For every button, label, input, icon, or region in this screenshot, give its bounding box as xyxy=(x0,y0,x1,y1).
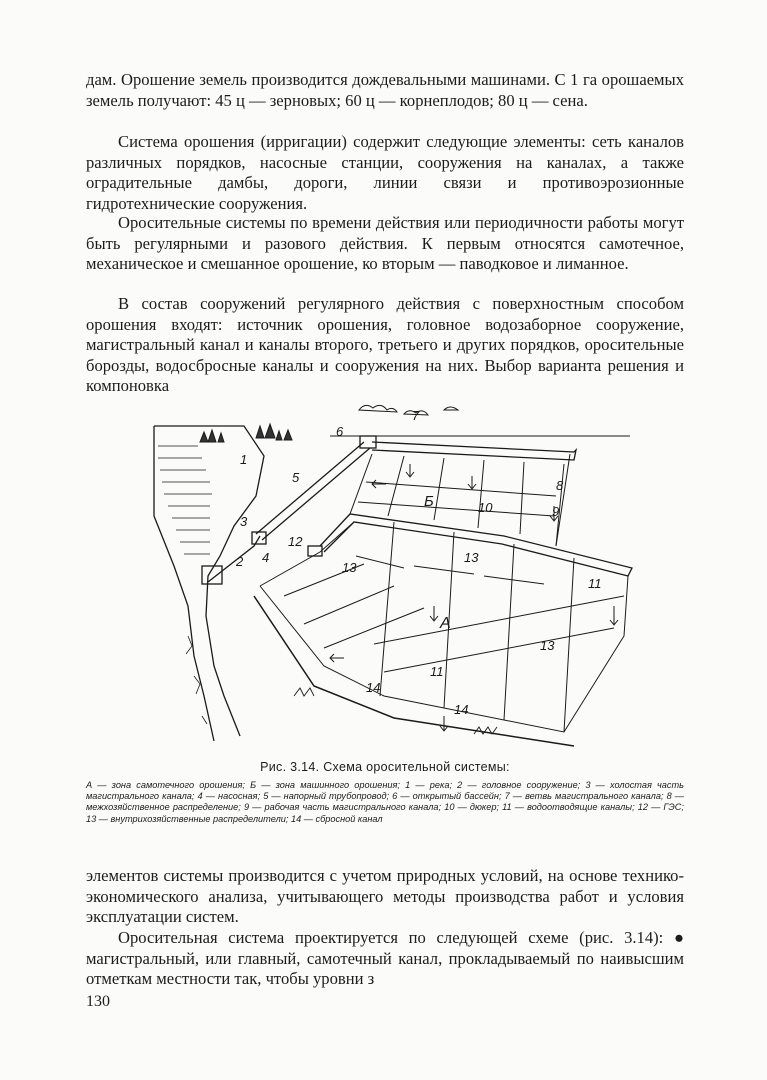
drain-canal xyxy=(254,596,574,746)
label-12: 12 xyxy=(288,534,303,549)
page-number: 130 xyxy=(86,993,110,1010)
zone-b-fields xyxy=(350,454,570,546)
paragraph-4: В состав сооружений регулярного действия с поверхностным способом орошения входят: источник орошения, головное водозаборное сооружение, магистральный канал и каналы второго, третьего и других порядков, оросительные борозды, водосбросные каналы и сооружения на них. Выбор варианта решения и компоновка xyxy=(86,294,684,396)
label-5: 5 xyxy=(292,470,300,485)
label-14b: 14 xyxy=(454,702,469,717)
label-14a: 14 xyxy=(366,680,381,695)
label-2: 2 xyxy=(236,554,244,569)
label-9: 9 xyxy=(552,504,560,519)
zone-b-label: Б xyxy=(424,493,434,510)
pressure-pipeline xyxy=(256,442,370,540)
label-13c: 13 xyxy=(540,638,555,653)
paragraph-5: элементов системы производится с учетом природных условий, на основе технико-экономического анализа, учитывающего методы производства работ и условия эксплуатации систем. xyxy=(86,866,684,927)
label-13b: 13 xyxy=(464,550,479,565)
working-main-canal xyxy=(320,514,632,576)
label-7: 7 xyxy=(412,408,420,423)
main-canal-branch xyxy=(372,442,576,460)
label-3: 3 xyxy=(240,514,248,529)
label-13a: 13 xyxy=(342,560,357,575)
label-8: 8 xyxy=(556,478,564,493)
label-1: 1 xyxy=(240,452,248,467)
figure-caption-title: Рис. 3.14. Схема оросительной системы: xyxy=(260,760,510,774)
figure-caption-legend: А — зона самотечного орошения; Б — зона машинного орошения; 1 — река; 2 — головное сооружение; 3 — холостая часть магистрального канала; 4 — насосная; 5 — напорный трубопровод; 6 — открытый бассейн; 7 — ветвь магистрального канала; 8 — межхозяйственное распределение; 9 — рабочая часть магистрального канала; 10 — дюкер; 11 — водоотводящие каналы; 12 — ГЭС; 13 — внутрихозяйственные распределители; 14 — сбросной канал xyxy=(86,780,684,824)
zone-a-label: А xyxy=(440,615,451,632)
paragraph-1: дам. Орошение земель производится дождевальными машинами. С 1 га орошаемых земель получают: 45 ц — зерновых; 60 ц — корнеплодов; 80 ц — сена. xyxy=(86,70,684,110)
irrigation-system-diagram xyxy=(144,396,640,748)
paragraph-2: Система орошения (ирригации) содержит следующие элементы: сеть каналов различных порядков, насосные станции, сооружения на каналах, а также оградительные дамбы, дороги, линии связи и противоэрозионные гидротехнические сооружения. xyxy=(86,132,684,213)
label-10: 10 xyxy=(478,500,493,515)
paragraph-6: Оросительная система проектируется по следующей схеме (рис. 3.14): ● магистральный, или главный, самотечный канал, прокладываемый по наивысшим отметкам местности так, чтобы уровни з xyxy=(86,928,684,989)
label-11b: 11 xyxy=(430,664,444,679)
label-6: 6 xyxy=(336,424,344,439)
label-11a: 11 xyxy=(588,576,602,591)
paragraph-3: Оросительные системы по времени действия или периодичности работы могут быть регулярными и разового действия. К первым относятся самотечное, механическое и смешанное орошение, ко вторым — паводковое и лиманное. xyxy=(86,213,684,274)
label-4: 4 xyxy=(262,550,270,565)
